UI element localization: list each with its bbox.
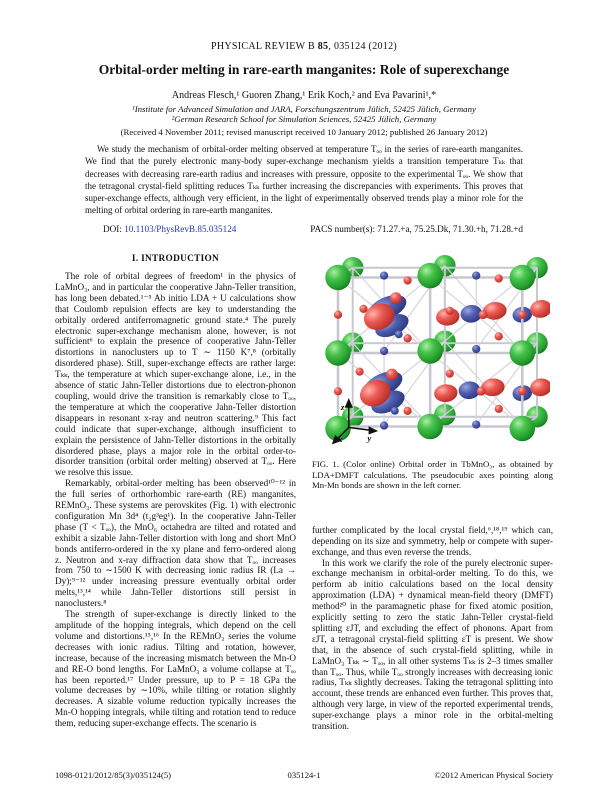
figure-1-caption: FIG. 1. (Color online) Orbital order in TbMnO₃, as obtained by LDA+DMFT calculations. The pseudocubic axes pointing along Mn-Mn bonds are shown in the left corner. <box>312 459 553 491</box>
right-column-text <box>312 525 553 732</box>
mn-orbital-cluster-a1 <box>360 290 412 342</box>
footer-copyright: ©2012 American Physical Society <box>434 770 553 780</box>
figure-1 <box>312 254 553 491</box>
doi-link[interactable]: 10.1103/PhysRevB.85.035124 <box>124 224 237 234</box>
mn-orbital-cluster-edge1 <box>511 298 550 324</box>
authors-line: Andreas Flesch,¹ Guoren Zhang,¹ Erik Koch,² and Eva Pavarini¹,* <box>171 90 437 101</box>
journal-name: PHYSICAL REVIEW B <box>210 41 318 52</box>
affiliation-1: ¹Institute for Advanced Simulation and JARA, Forschungszentrum Jülich, 52425 Jülich, Germany <box>132 104 476 114</box>
affiliation-2: ²German Research School for Simulation Sciences, 52425 Jülich, Germany <box>171 114 437 124</box>
doi-label: DOI: <box>103 224 125 234</box>
axis-label-x: x <box>338 434 343 445</box>
doi-pacs-row <box>85 224 523 234</box>
journal-volume: 85 <box>317 41 329 52</box>
axis-label-y: y <box>367 433 372 444</box>
mn-orbital-cluster-edge2 <box>511 377 550 403</box>
crystal-structure-image <box>324 254 550 452</box>
footer-issn: 1098-0121/2012/85(3)/035124(5) <box>55 770 172 780</box>
section-heading-introduction: I. INTRODUCTION <box>131 254 220 264</box>
abstract-text: We study the mechanism of orbital-order melting observed at temperature Tₒₒ in the series of rare-earth manganites. We find that the purely electronic many-body super-exchange mechanism yields a transition temperature Tₖₖ that decreases with decreasing rare-earth radius and increases with pressure, opposite to the experimental Tₒₒ. We show that the tetragonal crystal-field splitting reduces Tₖₖ further increasing the discrepancies with experiments. This proves that super-exchange effects, although very efficient, in the light of experimentally observed trends play a minor role for the melting of orbital ordering in rare-earth manganites. <box>85 144 523 216</box>
intro-paragraph-1: The role of orbital degrees of freedom¹ in the physics of LaMnO₃, and in particular the cooperative Jahn-Teller transition, has long been debated.¹⁻⁵ Ab initio LDA + U calculations show that Coulomb repulsion effects are key to understanding the orbitally ordered antiferromagnetic ground state.⁴ The purely electronic super-exchange mechanism alone, however, is not sufficient⁶ to explain the presence of cooperative Jahn-Teller distortions in nanoclusters up to T ∼ 1150 K⁷,⁸ (orbitally disordered phase). Still, super-exchange effects are rather large: Tₖₖ, the temperature at which super-exchange alone, i.e., in the absence of static Jahn-Teller distortions due to electron-phonon coupling, would drive the transition is remarkably close to Tₒₒ, the temperature at which the cooperative Jahn-Teller distortion disappears in resonant x-ray and neutron scattering.⁹ This fact could indicate that super-exchange, although insufficient to explain the persistence of Jahn-Teller distortions in the orbitally disordered phase, plays a major role in the orbital order-to-disorder transition (orbital order melting) observed at Tₒₒ. Here we resolve this issue. <box>55 271 296 478</box>
doi-line <box>85 224 236 234</box>
mn-orbital-cluster-b1 <box>435 301 507 327</box>
journal-header <box>0 41 608 52</box>
left-column <box>55 254 296 732</box>
received-line: (Received 4 November 2011; revised manuscript received 10 January 2012; published 26 January 2012) <box>120 127 488 137</box>
col2-paragraph-1: further complicated by the local crystal field,⁶,¹⁸,¹⁹ which can, depending on its size and symmetry, help or compete with super-exchange, and thus even reverse the trends. <box>312 524 553 557</box>
col2-paragraph-2: In this work we clarify the role of the purely electronic super-exchange mechanism in orbital-order melting. To do this, we perform ab initio calculations based on the local density approximation (LDA) + dynamical mean-field theory (DMFT) method²⁰ in the paramagnetic phase for fixed atomic position, explicitly setting to zero the static Jahn-Teller crystal-field splitting εJT, and excluding the effect of phonons. Apart from εJT, a tetragonal crystal-field splitting εT is present. We show that, in the absence of such crystal-field splitting, while in LaMnO₃ Tₖₖ ∼ Tₒₒ, in all other systems Tₖₖ is 2–3 times smaller than Tₒₒ. Thus, while Tₒₒ strongly increases with decreasing ionic radius, Tₖₖ slightly decreases. Taking the tetragonal splitting into account, these trends are enhanced even further. This proves that, although very large, in view of the reported experimental trends, super-exchange plays a minor role in the orbital-melting transition. <box>312 557 553 732</box>
pacs-line: PACS number(s): 71.27.+a, 75.25.Dk, 71.30.+h, 71.28.+d <box>310 224 523 234</box>
body-columns <box>55 254 553 732</box>
right-column <box>312 254 553 732</box>
paper-title: Orbital-order melting in rare-earth manganites: Role of superexchange <box>98 62 510 77</box>
intro-paragraph-3: The strength of super-exchange is directly linked to the amplitude of the hopping integrals, which depend on the cell volume and distortions.¹⁵,¹⁶ In the REMnO₃ series the volume decreases with ionic radius. Tilting and rotation, however, increase, because of the increasing mismatch between the Mn-O and RE-O bond lengths. For LaMnO₃ a volume collapse at Tₒₒ has been reported.¹⁷ Under pressure, up to P = 18 GPa the volume decreases by ∼10%, while tilting or rotation slightly decreases. A sizable volume reduction typically increases the Mn-O hopping integrals, while tilting and rotation tend to reduce them, reducing super-exchange effects. The scenario is <box>55 609 296 729</box>
journal-issue: , 035124 (2012) <box>328 41 398 52</box>
axis-label-z: z <box>340 401 345 412</box>
intro-paragraph-2: Remarkably, orbital-order melting has been observed¹⁰⁻¹² in the full series of orthorhombic rare-earth (RE) manganites, REMnO₃. These systems are perovskites (Fig. 1) with electronic configuration Mn 3d⁴ (t₂g³eg¹). In the cooperative Jahn-Teller phase (T < Tₒₒ), the MnO₆ octahedra are tilted and rotated and exhibit a sizable Jahn-Teller distortion with long and short MnO bonds antiferro-ordered in the xy plane and ferro-ordered along z. Neutron and x-ray diffraction data show that Tₒₒ increases from 750 to ∼1500 K with decreasing ionic radius IR (La → Dy);⁹⁻¹² under increasing pressure eventually orbital order melts,¹³,¹⁴ while Jahn-Teller distortions still persist in nanoclusters.⁸ <box>55 478 296 609</box>
footer-page-number: 035124-1 <box>287 770 321 780</box>
